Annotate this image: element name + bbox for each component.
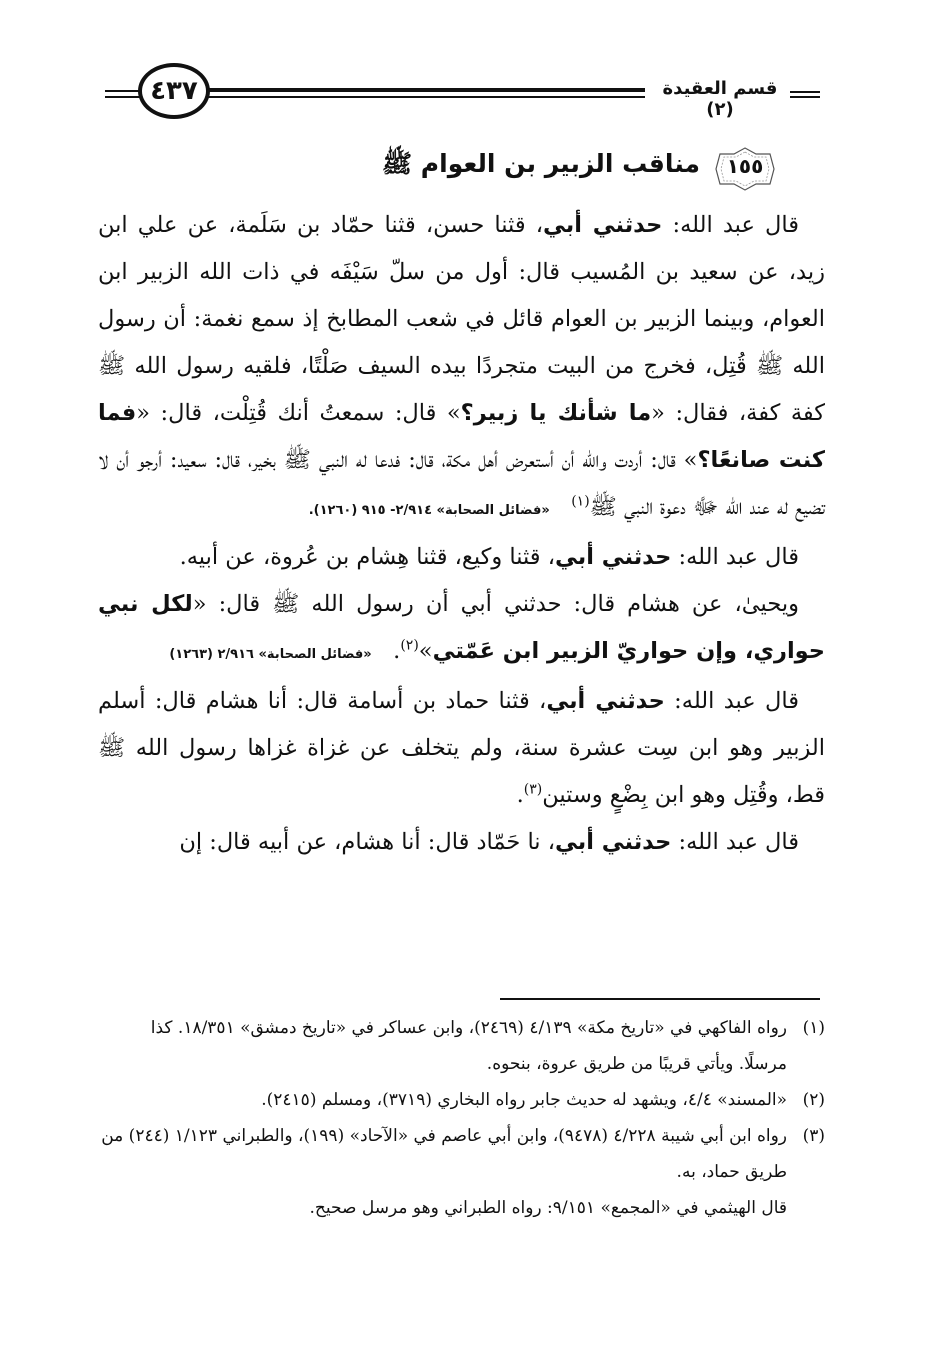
paragraph: قال عبد الله: حدثني أبي، نا حَمّاد قال: أنا هشام، عن أبيه قال: إن [179,829,799,855]
source-reference: «فضائل الصحابة» ٢/٩١٤- ٩١٥ (١٢٦٠). [308,503,550,518]
paragraph: قال عبد الله: حدثني أبي، قثنا وكيع، قثنا هِشام بن عُروة، عن أبيه. [179,544,799,570]
footnote-continuation: قال الهيثمي في «المجمع» ٩/١٥١: رواه الطبراني وهو مرسل صحيح. [309,1198,787,1218]
page-number: ٤٣٧ [138,63,210,119]
paragraph: قال عبد الله: حدثني أبي، قثنا حماد بن أسامة قال: أنا هشام قال: أسلم الزبير وهو ابن سِت عشرة سنة، ولم يتخلف عن غزاة غزاها رسول الله ﷺ قط، وقُتِل وهو ابن بِضْعٍ وستين$^{(٣)}$. [98,688,825,808]
footnote: (٣) رواه ابن أبي شيبة ٤/٢٢٨ (٩٤٧٨)، وابن أبي عاصم في «الآحاد» (١٩٩)، والطبراني ١/١٢٣ (٢٤٤) من طريق حماد، به. [101,1126,825,1182]
footnote-marker: (٢) [400,637,419,654]
header-rule [105,96,140,98]
footnote-marker: (١) [571,493,590,510]
footnotes [98,1010,825,1226]
header-rule [790,96,820,98]
footnote: (٢) «المسند» ٤/٤، ويشهد له حديث جابر رواه البخاري (٣٧١٩)، ومسلم (٢٤١٥). [261,1090,825,1110]
footnote: (١) رواه الفاكهي في «تاريخ مكة» ٤/١٣٩ (٢٤٦٩)، وابن عساكر في «تاريخ دمشق» ١٨/٣٥١. كذا مرسلًا. ويأتي قريبًا من طريق عروة، بنحوه. [150,1018,825,1074]
section-number-ornament [712,146,778,192]
footnote-separator [500,998,820,1000]
header-rule [208,88,645,92]
header-rule [208,96,645,98]
header-rule [105,90,140,92]
source-reference: «فضائل الصحابة» ٢/٩١٦ (١٢٦٣) [169,647,372,662]
main-text [98,202,825,866]
running-head: قسم العقيدة (٢) [662,78,778,120]
paragraph: قال عبد الله: حدثني أبي، قثنا حسن، قثنا حمّاد بن سَلَمة، عن علي ابن زيد، عن سعيد بن المُسيب قال: أول من سلّ سَيْفَه في ذات الله الزبير ابن العوام، وبينما الزبير بن العوام قائل في شعب المطابخ إذ سمع نغمة: أن رسول الله ﷺ قُتِل، فخرج من البيت متجردًا بيده السيف صَلْتًا، فلقيه رسول الله ﷺ كفة كفة، فقال: «ما شأنك يا زبير؟» قال: سمعتُ أنك قُتِلْت، قال: «فما كنت صانعًا؟» قال: أردت والله أن أستعرض أهل مكة، قال: فدعا له النبي ﷺ بخير، قال: سعيد: أرجو أن لا تضيع له عند الله ﷻ دعوة النبي ﷺ$^{(١)}$ «فضائل الصحابة» ٢/٩١٤- ٩١٥ (١٢٦٠). [98,212,825,520]
footnote-marker: (٣) [523,781,543,798]
paragraph: ويحيىٰ، عن هشام قال: حدثني أبي أن رسول الله ﷺ قال: «لكل نبي حواري، وإن حواريّ الزبير ابن عَمّتي»$^{(٢)}$. «فضائل الصحابة» ٢/٩١٦ (١٢٦٣) [98,591,825,664]
header-rule [790,91,820,93]
section-title: مناقب الزبير بن العوام ﷺ [381,149,700,178]
section-number: ١٥٥ [726,154,764,178]
